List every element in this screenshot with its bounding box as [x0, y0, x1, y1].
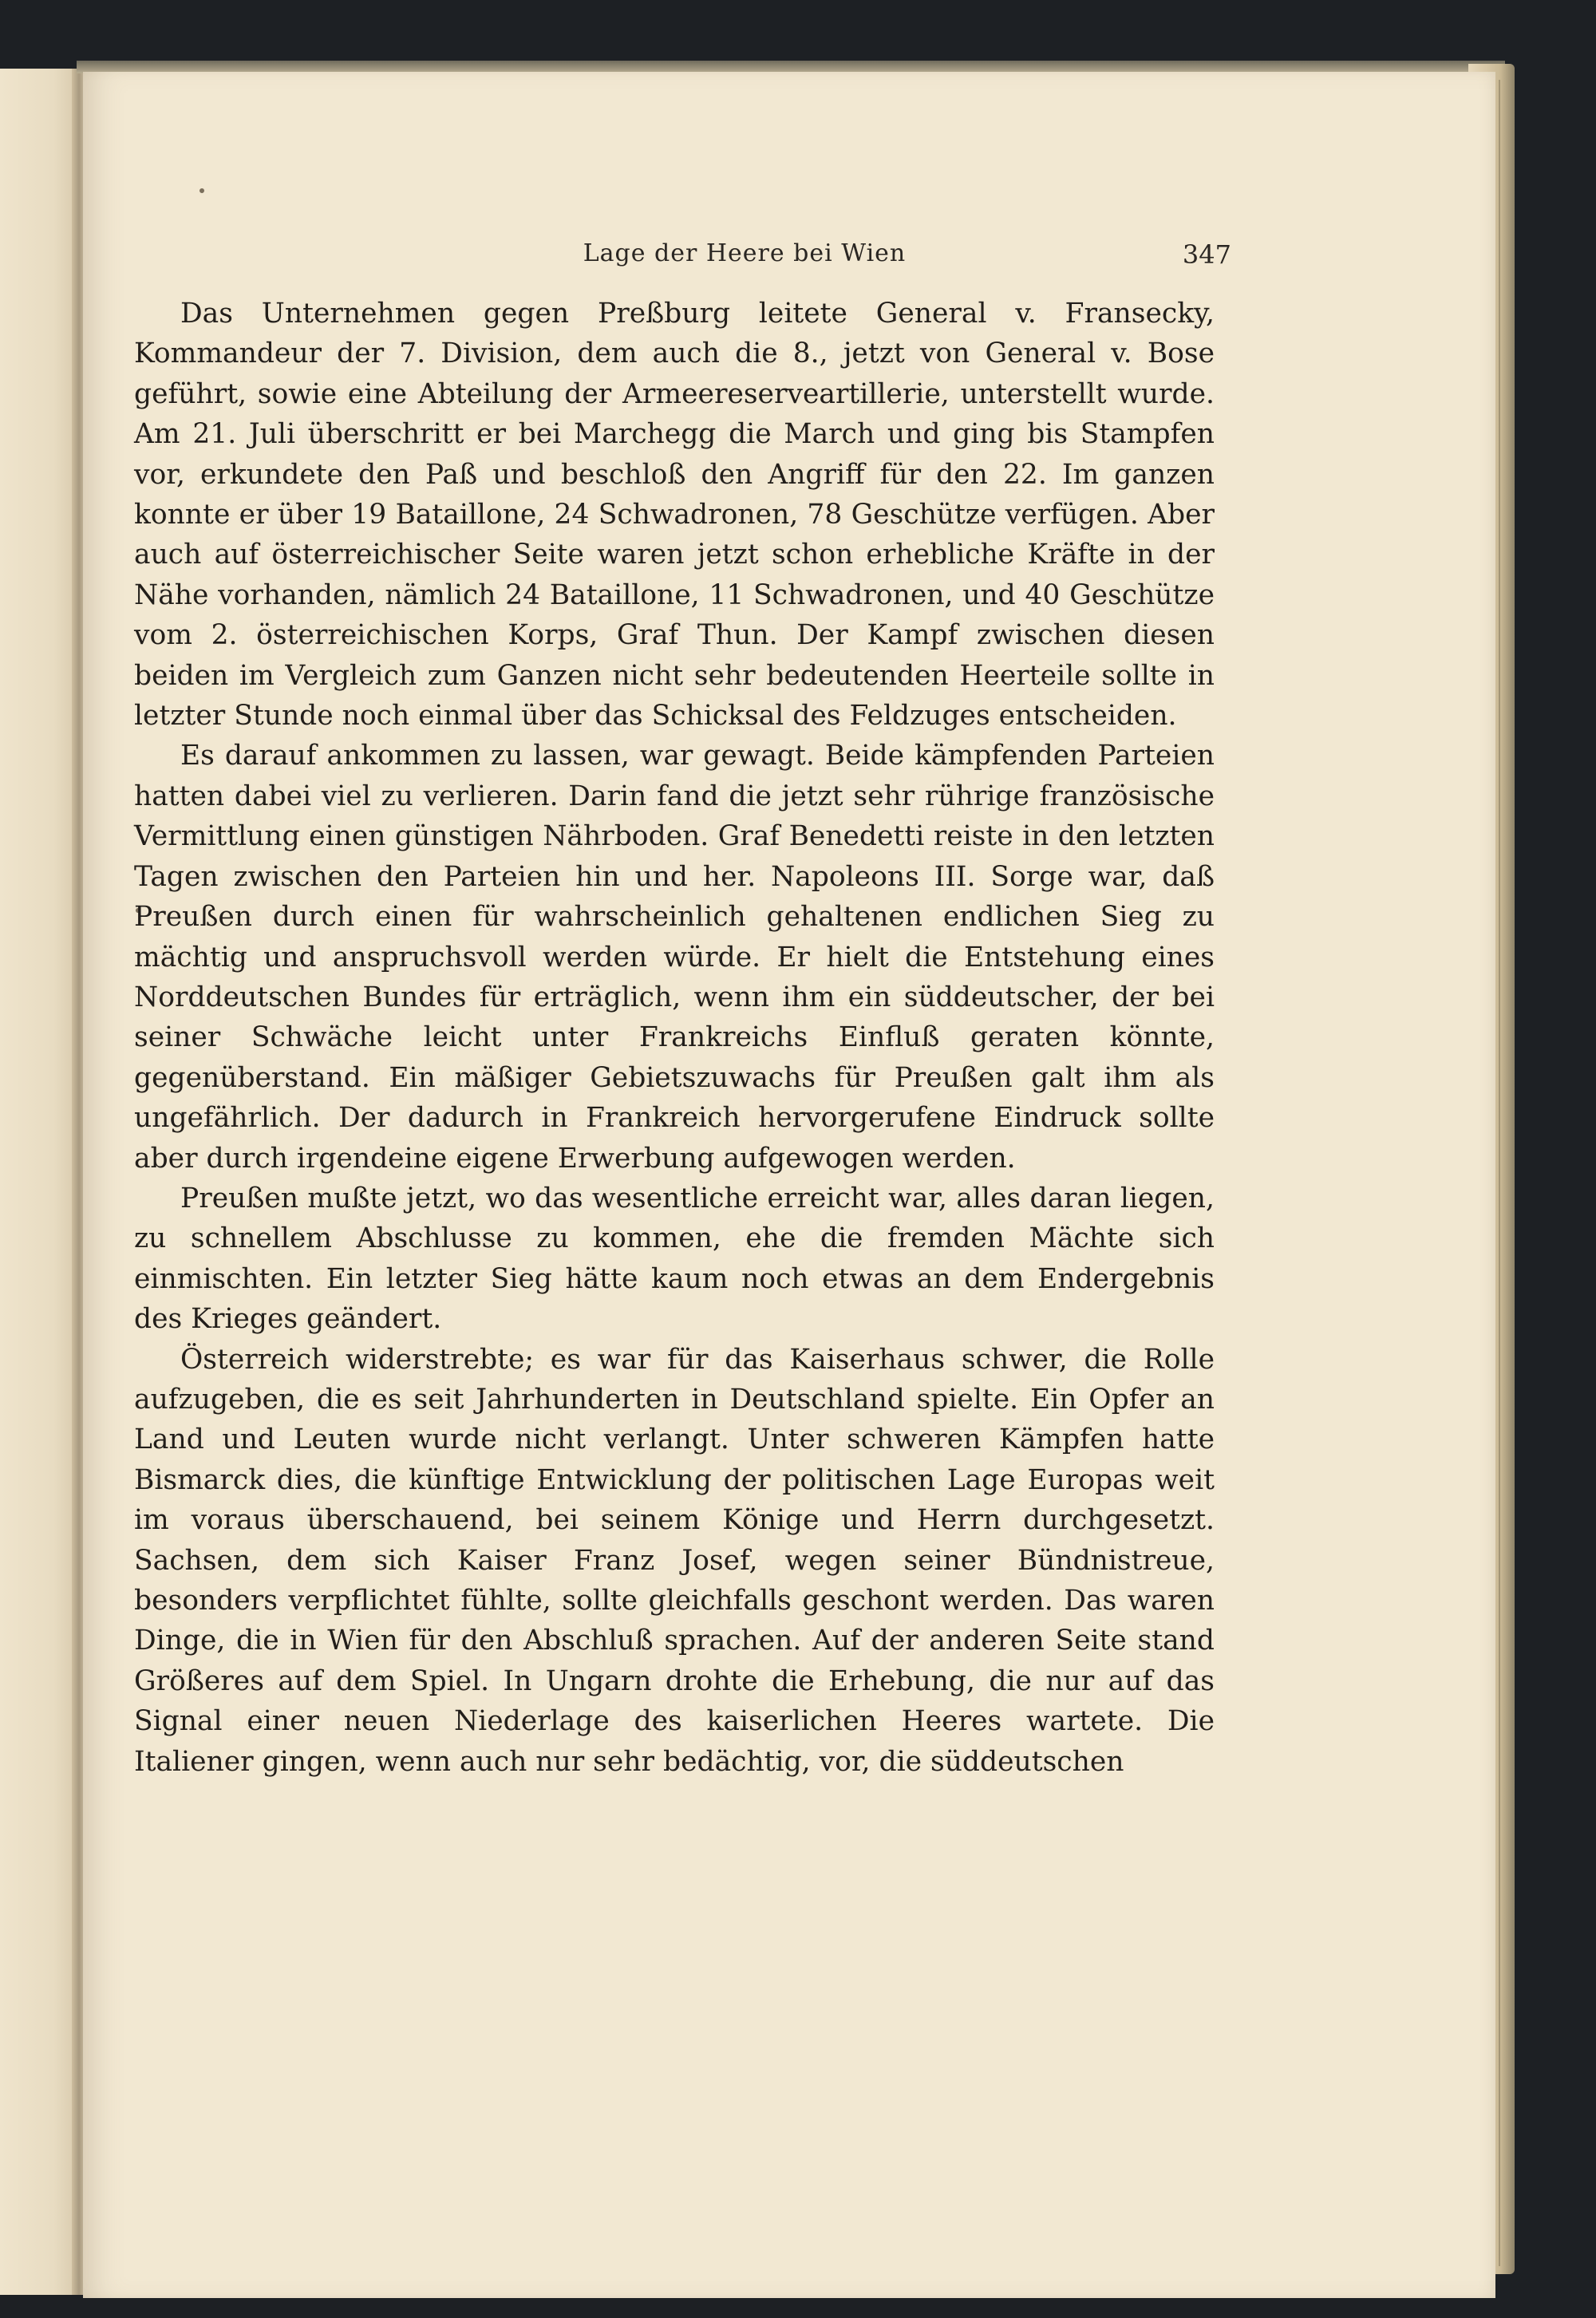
paragraph-3: Preußen mußte jetzt, wo das wesentliche erreicht war, alles daran liegen, zu schnellem Abschlusse zu kommen, ehe die fremden Mächte sich einmischten. Ein letzter Sieg hätte kaum noch etwas an dem Endergebnis des Krieges geändert. — [134, 1182, 1215, 1336]
page-edge-line — [1499, 80, 1500, 2266]
paragraph-2: Es darauf ankommen zu lassen, war gewagt. Beide kämpfenden Parteien hatten dabei viel zu verlieren. Darin fand die jetzt sehr rührige französische Vermittlung einen günstigen Nährboden. Graf Benedetti reiste in den letzten Tagen zwischen den Parteien hin und her. Napoleons III. Sorge war, daß Preußen durch einen für wahrscheinlich gehaltenen endlichen Sieg zu mächtig und anspruchsvoll werden würde. Er hielt die Entstehung eines Norddeutschen Bundes für erträglich, wenn ihm ein süddeutscher, der bei seiner Schwäche leicht unter Frankreichs Einfluß geraten könnte, gegenüberstand. Ein mäßiger Gebietszuwachs für Preußen galt ihm als ungefährlich. Der dadurch in Frankreich hervorgerufene Eindruck sollte aber durch irgendeine eigene Erwerbung aufgewogen werden. — [134, 740, 1215, 1175]
paper-speck — [200, 188, 204, 193]
paragraph-4: Österreich widerstrebte; es war für das Kaiserhaus schwer, die Rolle aufzugeben, die es seit Jahrhunderten in Deutschland spielte. Ein Opfer an Land und Leuten wurde nicht verlangt. Unter schweren Kämpfen hatte Bismarck dies, die künftige Entwicklung der politischen Lage Europas weit im voraus überschauend, bei seinem Könige und Herrn durchgesetzt. Sachsen, dem sich Kaiser Franz Josef, wegen seiner Bündnistreue, besonders verpflichtet fühlte, sollte gleichfalls geschont werden. Das waren Dinge, die in Wien für den Abschluß sprachen. Auf der anderen Seite stand Größeres auf dem Spiel. In Ungarn drohte die Erhebung, die nur auf das Signal einer neuen Niederlage des kaiserlichen Heeres wartete. Die Italiener gingen, wenn auch nur sehr bedächtig, vor, die süddeutschen — [134, 1343, 1215, 1778]
running-title: Lage der Heere bei Wien — [583, 239, 907, 267]
page-header — [465, 239, 1231, 271]
page-number: 347 — [1182, 239, 1231, 270]
body-text — [134, 294, 1215, 1782]
left-facing-page — [0, 69, 78, 2295]
paragraph-1: Das Unternehmen gegen Preßburg leitete General v. Fransecky, Kommandeur der 7. Division, dem auch die 8., jetzt von General v. Bose geführt, sowie eine Abteilung der Armeereserveartillerie, unterstellt wurde. Am 21. Juli überschritt er bei Marchegg die March und ging bis Stampfen vor, erkundete den Paß und beschloß den Angriff für den 22. Im ganzen konnte er über 19 Bataillone, 24 Schwadronen, 78 Geschütze verfügen. Aber auch auf österreichischer Seite waren jetzt schon erhebliche Kräfte in der Nähe vorhanden, nämlich 24 Bataillone, 11 Schwadronen, und 40 Geschütze vom 2. österreichischen Korps, Graf Thun. Der Kampf zwischen diesen beiden im Vergleich zum Ganzen nicht sehr bedeutenden Heerteile sollte in letzter Stunde noch einmal über das Schicksal des Feldzuges entscheiden. — [134, 298, 1215, 733]
